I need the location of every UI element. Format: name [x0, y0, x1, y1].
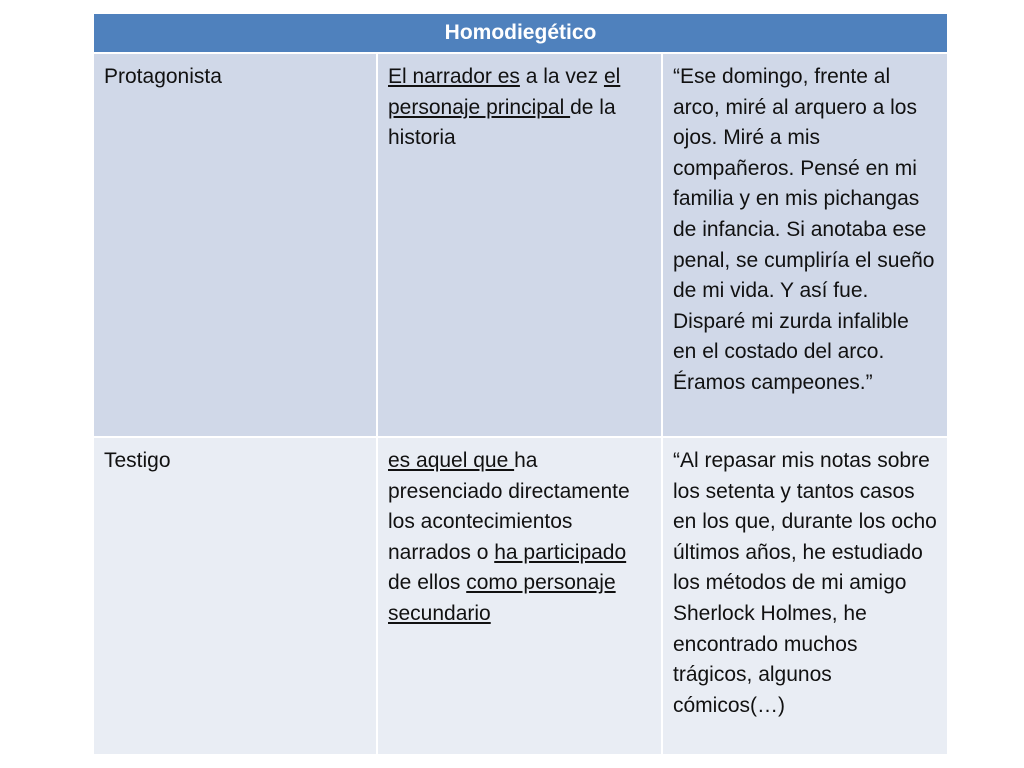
definition-text: de ellos: [388, 571, 467, 595]
narrator-type-cell: Protagonista: [94, 53, 377, 437]
definition-text: a la vez: [519, 65, 604, 88]
table-row-protagonista: [94, 53, 947, 437]
definition-underlined-text: ha participado: [494, 540, 627, 564]
table-row-testigo: [94, 437, 947, 755]
definition-cell: [377, 53, 662, 437]
definition-underlined-text: el personaje principal: [388, 65, 621, 119]
definition-underlined-text: es aquel que: [388, 449, 515, 472]
example-cell: “Al repasar mis notas sobre los setenta y tantos casos en los que, durante los ocho últimos años, he estudiado los métodos de mi amigo Sherlock Holmes, he encontrado muchos trágicos, algunos cómicos(…): [662, 437, 947, 755]
definition-underlined-text: como personaje secundario: [388, 571, 616, 625]
table-header-title: Homodiegético: [94, 14, 947, 53]
narrator-table: [94, 14, 947, 756]
table-header-row: [94, 14, 947, 53]
definition-underlined-text: El narrador es: [388, 65, 520, 88]
example-cell: “Ese domingo, frente al arco, miré al arquero a los ojos. Miré a mis compañeros. Pensé en mi familia y en mis pichangas de infancia. Si anotaba ese penal, se cumpliría el sueño de mi vida. Y así fue. Disparé mi zurda infalible en el costado del arco. Éramos campeones.”: [662, 53, 947, 437]
definition-text: ha presenciado directamente los acontecimientos narrados o: [388, 449, 630, 564]
narrator-type-cell: Testigo: [94, 437, 377, 755]
definition-text: de la historia: [388, 95, 616, 150]
definition-cell: [377, 437, 662, 755]
